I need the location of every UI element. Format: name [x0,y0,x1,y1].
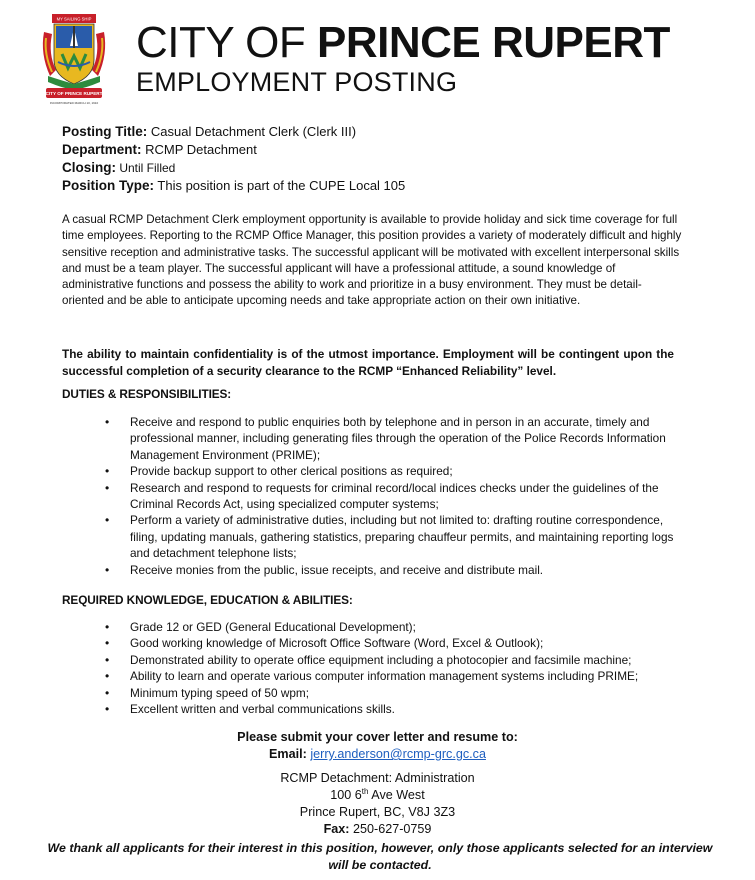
position-type-value: This position is part of the CUPE Local 105 [154,178,406,193]
email-link[interactable]: jerry.anderson@rcmp-grc.gc.ca [310,747,486,761]
duties-list [62,414,682,578]
posting-info [62,123,405,195]
submit-instructions: Please submit your cover letter and resume to: [237,730,518,744]
address-number: 100 6 [330,788,362,802]
closing-value: Until Filled [116,161,176,175]
list-item: • Demonstrated ability to operate office equipment including a photocopier and facsimile machine; [62,652,682,668]
fax-number: 250-627-0759 [349,822,432,836]
posting-title-value: Casual Detachment Clerk (Clerk III) [147,124,357,139]
city-crest-logo [40,14,108,106]
description-paragraph: A casual RCMP Detachment Clerk employment opportunity is available to provide holiday and sick time coverage for full time employees. Reporting to the RCMP Office Manager, this position provides a variety of moderately difficult and highly sensitive reception and administrative tasks. The successful applicant will be motivated with excellent interpersonal skills and must be a team player. The successful applicant will have a professional attitude, a sound knowledge of administrative functions and possess the ability to work and prioritize in a busy environment. They must be detail-oriented and be able to anticipate upcoming needs and take appropriate action on their own initiative. [62,213,682,308]
requirements-list [62,619,682,717]
address-line-1: RCMP Detachment: Administration [280,771,475,785]
list-item: • Excellent written and verbal communications skills. [62,701,682,717]
closing-label: Closing: [62,160,116,175]
list-item: • Receive and respond to public enquiries both by telephone and in person in an accurate, timely and professional manner, including generating files through the operation of the Police Records Information Management Environment (PRIME); [62,414,682,463]
position-type-label: Position Type: [62,178,155,193]
address-street: Ave West [368,788,425,802]
duties-heading: DUTIES & RESPONSIBILITIES: [62,387,232,401]
posting-title-row [62,123,405,141]
address-line-3: Prince Rupert, BC, V8J 3Z3 [299,805,456,819]
list-item: • Good working knowledge of Microsoft Office Software (Word, Excel & Outlook); [62,635,682,651]
city-title [136,18,670,68]
posting-subtitle: EMPLOYMENT POSTING [136,67,458,97]
list-item: • Ability to learn and operate various computer information management systems including PRIME; [62,668,682,684]
thank-you-note: We thank all applicants for their interest in this position, however, only those applicants selected for an interview will be contacted. [47,841,713,872]
list-item: • Grade 12 or GED (General Educational Development); [62,619,682,635]
department-row [62,141,405,159]
crest-top-text: MY SAILING SHIP [56,16,92,22]
requirements-heading: REQUIRED KNOWLEDGE, EDUCATION & ABILITIES: [62,593,353,607]
email-row [0,747,755,761]
posting-title-label: Posting Title: [62,124,148,139]
fax-row [0,822,755,836]
position-type-row [62,177,405,195]
list-item: • Minimum typing speed of 50 wpm; [62,685,682,701]
department-value: RCMP Detachment [141,142,257,157]
list-item: • Perform a variety of administrative duties, including but not limited to: drafting routine correspondence, filing, updating manuals, gathering statistics, preparing chauffeur permits, and maintaining reporting logs and detachment telephone lists; [62,512,682,561]
list-item: • Research and respond to requests for criminal record/local indices checks under the guidelines of the Criminal Records Act, using specialized computer systems; [62,480,682,513]
fax-label: Fax: [323,822,350,836]
address-suffix: th [361,786,369,796]
list-item: • Provide backup support to other clerical positions as required; [62,463,682,479]
confidentiality-paragraph: The ability to maintain confidentiality is of the utmost importance. Employment will be contingent upon the successful completion of a security clearance to the RCMP “Enhanced Reliability” level. [62,347,674,378]
closing-row [62,159,405,177]
address-line-2 [0,788,755,802]
department-label: Department: [62,142,142,157]
crest-bottom-text: INCORPORATED MARCH 10, 1910 [49,101,99,105]
email-label: Email: [269,747,307,761]
list-item: • Receive monies from the public, issue receipts, and receive and distribute mail. [62,562,682,578]
city-title-prefix: CITY OF [136,18,317,67]
crest-ribbon-text: CITY OF PRINCE RUPERT [45,91,103,96]
city-title-name: PRINCE RUPERT [316,18,670,67]
